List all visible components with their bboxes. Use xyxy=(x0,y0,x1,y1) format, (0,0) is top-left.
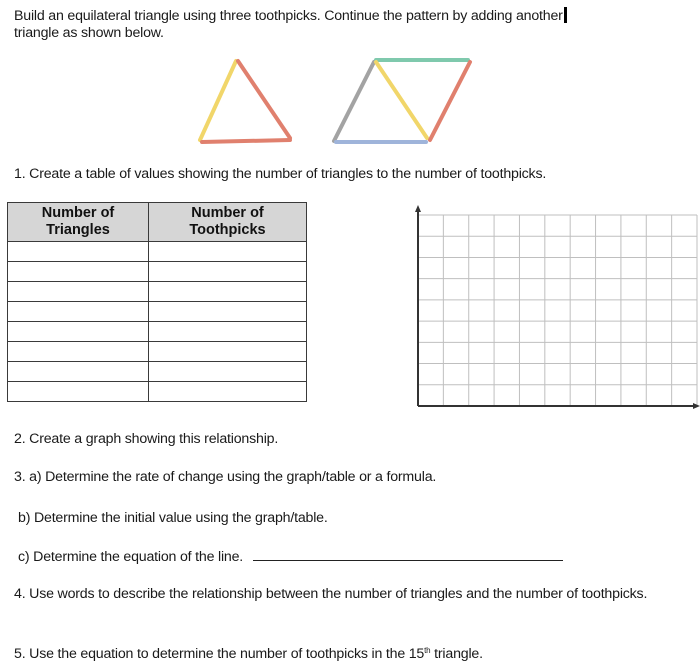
table-cell[interactable] xyxy=(149,342,307,362)
intro-text xyxy=(14,7,690,42)
blank-graph-grid xyxy=(405,205,700,415)
toothpick-middle xyxy=(376,62,427,138)
text-cursor xyxy=(564,7,567,23)
table-row xyxy=(8,262,307,282)
table-cell[interactable] xyxy=(149,322,307,342)
question-5: 5. Use the equation to determine the number of toothpicks in the 15th triangle. xyxy=(14,646,483,662)
question-4: 4. Use words to describe the relationship between the number of triangles and the number of toothpicks. xyxy=(14,586,648,602)
table-header-row xyxy=(8,203,307,242)
y-axis-arrow xyxy=(415,205,421,212)
toothpick-right xyxy=(238,61,290,138)
table-cell[interactable] xyxy=(149,362,307,382)
table-row xyxy=(8,322,307,342)
table-cell[interactable] xyxy=(149,302,307,322)
question-3c xyxy=(18,548,563,566)
header-toothpicks: Number of Toothpicks xyxy=(149,203,307,242)
question-3b: b) Determine the initial value using the graph/table. xyxy=(18,510,328,526)
table-cell[interactable] xyxy=(8,342,149,362)
intro-line-1: Build an equilateral triangle using three toothpicks. Continue the pattern by adding another xyxy=(14,8,563,24)
table-cell[interactable] xyxy=(8,322,149,342)
toothpick-left xyxy=(200,61,236,140)
toothpick-left xyxy=(334,62,374,141)
table-row xyxy=(8,242,307,262)
toothpick-triangles-figure xyxy=(190,52,480,152)
toothpick-bottom xyxy=(202,140,290,142)
values-table xyxy=(7,202,307,402)
answer-blank-line[interactable] xyxy=(253,548,563,561)
table-cell[interactable] xyxy=(149,242,307,262)
table-row xyxy=(8,362,307,382)
question-3c-text: c) Determine the equation of the line. xyxy=(18,549,244,565)
toothpick-right xyxy=(430,62,470,140)
question-2: 2. Create a graph showing this relationship. xyxy=(14,431,279,447)
question-3a: 3. a) Determine the rate of change using the graph/table or a formula. xyxy=(14,469,437,485)
grid-lines xyxy=(418,215,697,406)
table-row xyxy=(8,382,307,402)
table-cell[interactable] xyxy=(8,302,149,322)
double-triangle xyxy=(334,60,470,142)
header-triangles: Number of Triangles xyxy=(8,203,149,242)
table-cell[interactable] xyxy=(8,282,149,302)
question-1: 1. Create a table of values showing the number of triangles to the number of toothpicks. xyxy=(14,166,547,182)
table-row xyxy=(8,302,307,322)
table-cell[interactable] xyxy=(8,262,149,282)
table-cell[interactable] xyxy=(8,382,149,402)
table-body xyxy=(8,242,307,402)
table-row xyxy=(8,282,307,302)
table-row xyxy=(8,342,307,362)
table-cell[interactable] xyxy=(149,382,307,402)
table-cell[interactable] xyxy=(149,262,307,282)
table-cell[interactable] xyxy=(149,282,307,302)
single-triangle xyxy=(200,61,290,142)
intro-line-2: triangle as shown below. xyxy=(14,25,164,41)
table-cell[interactable] xyxy=(8,362,149,382)
table-cell[interactable] xyxy=(8,242,149,262)
